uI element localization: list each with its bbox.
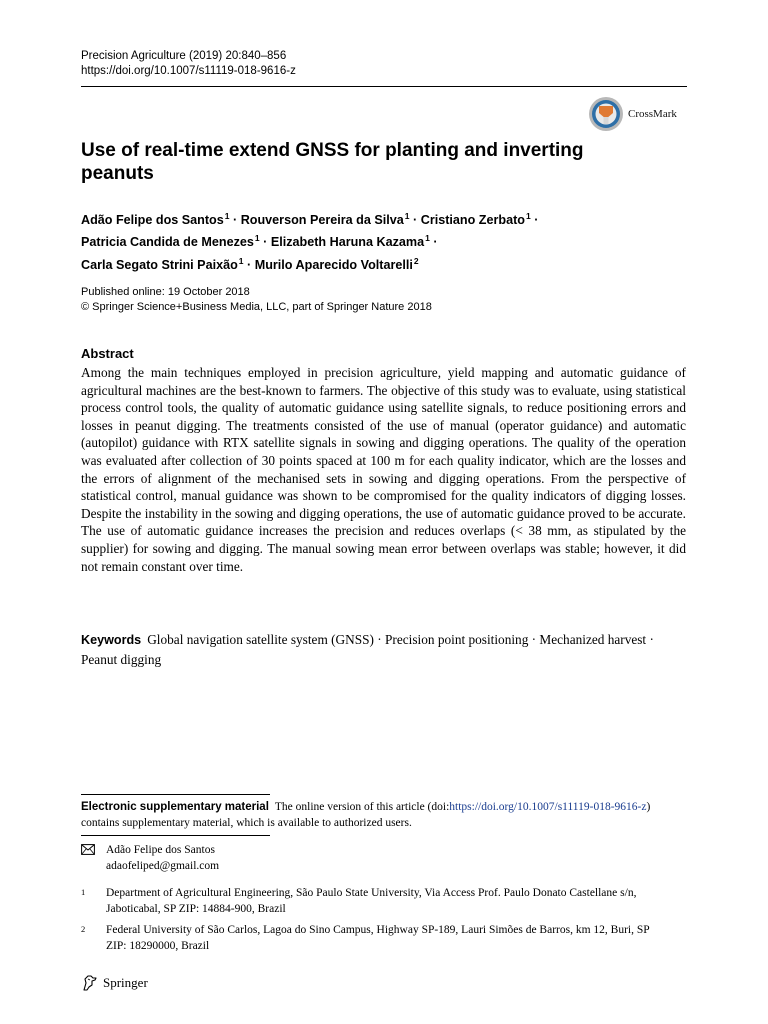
- author-name[interactable]: Murilo Aparecido Voltarelli$^2$: [254, 255, 419, 272]
- affiliation-item: [81, 885, 686, 919]
- author-list: [81, 207, 681, 274]
- author-name[interactable]: Rouverson Pereira da Silva$^1$ ·: [240, 211, 421, 227]
- affiliation-text: Department of Agricultural Engineering, São Paulo State University, Via Access Prof. Paulo Donato Castellane s/n, Jaboticabal, SP ZIP: 14884-900, Brazil: [106, 887, 637, 915]
- affiliation-number: 1: [81, 887, 86, 897]
- keywords-label: Keywords: [81, 633, 142, 647]
- corresponding-author-name: Adão Felipe dos Santos: [106, 844, 215, 856]
- keywords-block: [81, 630, 686, 669]
- publisher-footer: [81, 974, 148, 992]
- publication-date: Published online: 19 October 2018: [81, 286, 250, 298]
- affiliation-text: Federal University of São Carlos, Lagoa do Sino Campus, Highway SP-189, Lauri Simões de Barros, km 12, Buri, SP ZIP: 18290000, Brazil: [106, 924, 650, 952]
- abstract-heading: Abstract: [81, 346, 134, 361]
- author-name[interactable]: Carla Segato Strini Paixão$^1$ ·: [81, 255, 255, 272]
- supplementary-text-after: ) contains supplementary material, which is available to authorized users.: [81, 801, 651, 829]
- supplementary-label: Electronic supplementary material: [81, 801, 269, 813]
- supplementary-note: [81, 799, 686, 831]
- corresponding-author-email[interactable]: adaofeliped@gmail.com: [106, 860, 220, 872]
- keywords-list: Global navigation satellite system (GNSS) · Precision point positioning · Mechanized harvest · Peanut digging: [81, 632, 654, 667]
- publisher-name: Springer: [103, 975, 148, 990]
- crossmark-icon: [588, 96, 624, 132]
- author-name[interactable]: Elizabeth Haruna Kazama$^1$ ·: [270, 233, 438, 250]
- crossmark-badge[interactable]: [588, 96, 677, 132]
- author-name[interactable]: Adão Felipe dos Santos$^1$ ·: [81, 211, 241, 227]
- affiliation-number: 2: [81, 924, 86, 934]
- affiliation-item: [81, 922, 686, 956]
- header-divider: [81, 86, 687, 87]
- paper-title: Use of real-time extend GNSS for planting and inverting peanuts: [81, 140, 584, 184]
- envelope-icon: [81, 844, 95, 855]
- author-name[interactable]: Patricia Candida de Menezes$^1$ ·: [81, 233, 271, 250]
- author-name[interactable]: Cristiano Zerbato$^1$ ·: [420, 211, 539, 227]
- footnote-divider: [81, 835, 270, 836]
- journal-citation: Precision Agriculture (2019) 20:840–856: [81, 50, 287, 62]
- supplementary-text-before: The online version of this article (doi:: [274, 801, 450, 813]
- footnote-divider: [81, 794, 270, 795]
- doi-link[interactable]: https://doi.org/10.1007/s11119-018-9616-z: [81, 65, 296, 77]
- supplementary-doi-link[interactable]: https://doi.org/10.1007/s11119-018-9616-z: [449, 801, 647, 813]
- crossmark-label: CrossMark: [628, 108, 677, 120]
- copyright-notice: © Springer Science+Business Media, LLC, part of Springer Nature 2018: [81, 301, 432, 313]
- springer-horse-icon: [81, 974, 99, 992]
- abstract-body: Among the main techniques employed in precision agriculture, yield mapping and automatic guidance of agricultural machines are the best-known to farmers. The objective of this study was to evaluate, using statistical process control tools, the quality of automatic guidance using satellite signals, to reduce positioning errors and losses in peanut digging. The treatments consisted of the use of manual (operator guidance) and automatic (autopilot) guidance with RTX satellite signals in sowing and digging operations. The quality of the operation was evaluated after collection of 30 points spaced at 100 m for each quality indicator, which are the losses and the errors of alignment of the mechanised sets in sowing and digging operations. From the perspective of statistical control, manual guidance was shown to be compromised for the quality indicators of digging losses. Despite the instability in the sowing and digging operations, the use of automatic guidance proved to be accurate. The use of automatic guidance increases the precision and reduces overlaps (< 38 mm, as stipulated by the supplier) for sowing and digging. The manual sowing mean error between overlaps was stable; however, it did not remain constant over time.: [81, 365, 686, 574]
